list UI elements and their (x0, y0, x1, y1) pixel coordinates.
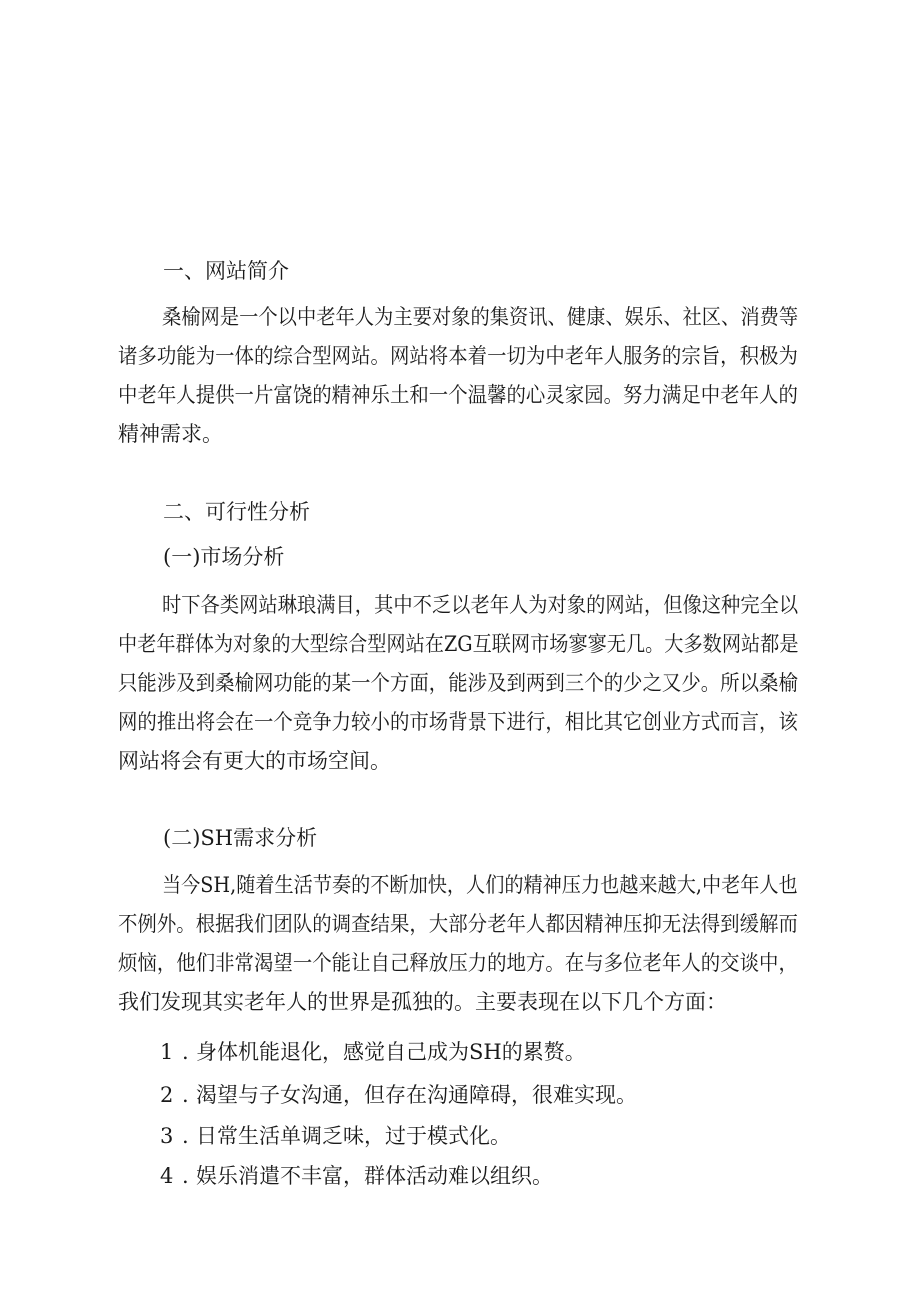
paragraph-line: 网站将会有更大的市场空间。 (118, 749, 391, 773)
list-item-number: 3 (160, 1124, 174, 1148)
section-heading: 一、网站简介 (163, 259, 289, 283)
paragraph-line: 只能涉及到桑榆网功能的某一个方面，能涉及到两到三个的少之又少。所以桑榆 (118, 671, 798, 695)
paragraph-line: 精神需求。 (118, 422, 223, 446)
subsection-heading: (一)市场分析 (163, 545, 285, 569)
list-item-dot: . (182, 1164, 189, 1188)
list-item-text: 日常生活单调乏味，过于模式化。 (196, 1124, 511, 1148)
list-item-number: 4 (160, 1164, 174, 1188)
paragraph-line: 不例外。根据我们团队的调查结果，大部分老年人都因精神压抑无法得到缓解而 (118, 912, 798, 936)
list-item (160, 1037, 586, 1067)
list-item-text: 渴望与子女沟通，但存在沟通障碍，很难实现。 (196, 1083, 637, 1107)
list-item-text: 身体机能退化，感觉自己成为SH的累赘。 (196, 1040, 586, 1064)
paragraph-line: 诸多功能为一体的综合型网站。网站将本着一切为中老年人服务的宗旨，积极为 (118, 344, 798, 368)
paragraph-line: 中老年群体为对象的大型综合型网站在ZG互联网市场寥寥无几。大多数网站都是 (118, 632, 799, 656)
paragraph-line: 中老年人提供一片富饶的精神乐土和一个温馨的心灵家园。努力满足中老年人的 (118, 383, 798, 407)
list-item-number: 2 (160, 1083, 174, 1107)
paragraph-line: 时下各类网站琳琅满目，其中不乏以老年人为对象的网站，但像这种完全以 (162, 593, 799, 617)
list-item (160, 1121, 511, 1151)
paragraph-line: 当今SH,随着生活节奏的不断加快，人们的精神压力也越来越大,中老年人也 (162, 873, 798, 897)
list-item-text: 娱乐消遣不丰富，群体活动难以组织。 (196, 1164, 553, 1188)
list-item-dot: . (182, 1083, 189, 1107)
paragraph-line: 烦恼，他们非常渴望一个能让自己释放压力的地方。在与多位老年人的交谈中， (118, 951, 798, 975)
list-item-number: 1 (160, 1040, 174, 1064)
list-item (160, 1080, 637, 1110)
list-item-dot: . (182, 1124, 189, 1148)
paragraph-line: 桑榆网是一个以中老年人为主要对象的集资讯、健康、娱乐、社区、消费等 (162, 305, 799, 329)
list-item (160, 1161, 553, 1191)
subsection-heading: (二)SH需求分析 (163, 826, 318, 850)
paragraph-line: 网的推出将会在一个竞争力较小的市场背景下进行，相比其它创业方式而言，该 (118, 710, 798, 734)
list-item-dot: . (182, 1040, 189, 1064)
section-heading: 二、可行性分析 (163, 500, 310, 524)
paragraph-line: 我们发现其实老年人的世界是孤独的。主要表现在以下几个方面： (118, 990, 727, 1014)
